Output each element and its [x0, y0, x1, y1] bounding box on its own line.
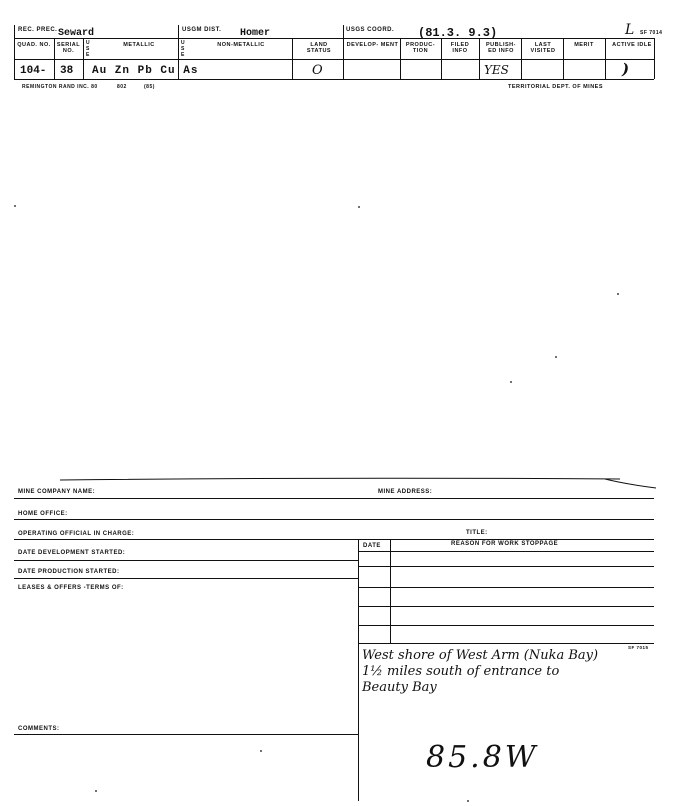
footer-code-2: (85)	[144, 84, 155, 90]
header-use-code-2: U S E	[181, 40, 186, 58]
mine-company-name-label: MINE COMPANY NAME:	[18, 489, 96, 495]
note-line-3: Beauty Bay	[362, 680, 437, 695]
reason-column-header: REASON FOR WORK STOPPAGE	[451, 541, 559, 547]
note-line-1: West shore of West Arm (Nuka Bay)	[362, 648, 599, 663]
header-metallic: METALLIC	[123, 42, 155, 48]
handwritten-location-note	[362, 648, 662, 696]
footer-code: 802	[117, 84, 127, 90]
footer-right: TERRITORIAL DEPT. OF MINES	[508, 84, 603, 90]
header-merit: MERIT	[574, 42, 594, 48]
handwritten-code: 85.8W	[426, 740, 539, 775]
date-development-label: DATE DEVELOPMENT STARTED:	[18, 550, 126, 556]
active-idle-value: )	[622, 60, 630, 78]
date-production-label: DATE PRODUCTION STARTED:	[18, 569, 120, 575]
date-column-header: DATE	[363, 543, 381, 549]
rec-prec-value: Seward	[58, 28, 95, 39]
serial-value: 38	[60, 65, 74, 77]
rec-prec-label: REC. PREC.	[18, 27, 58, 33]
operating-official-label: OPERATING OFFICIAL IN CHARGE:	[18, 531, 135, 537]
mine-address-label: MINE ADDRESS:	[378, 489, 433, 495]
card-edge	[0, 476, 678, 496]
title-label: TITLE:	[466, 530, 488, 536]
quad-value: 104-	[20, 65, 47, 77]
leases-offers-label: LEASES & OFFERS -TERMS OF:	[18, 585, 124, 591]
header-use-code: U S E	[86, 40, 91, 58]
corner-mark: L	[625, 22, 635, 38]
metallic-value: Au Zn Pb Cu As	[92, 65, 199, 77]
header-serial-no: SERIAL NO.	[56, 42, 81, 54]
header-active-idle: ACTIVE IDLE	[612, 42, 652, 48]
form-number-bottom: SF 7015	[628, 645, 649, 650]
comments-label: COMMENTS:	[18, 726, 60, 732]
header-filed-info: FILED INFO	[450, 42, 470, 54]
header-non-metallic: NON-METALLIC	[217, 42, 265, 48]
header-published-info: PUBLISH- ED INFO	[486, 42, 516, 54]
header-production: PRODUC- TION	[405, 42, 436, 54]
home-office-label: HOME OFFICE:	[18, 511, 68, 517]
header-last-visited: LAST VISITED	[530, 42, 556, 54]
published-info-value: YES	[484, 63, 509, 77]
header-quad-no: QUAD. NO.	[17, 42, 51, 48]
usgs-coord-label: USGS COORD.	[346, 27, 395, 33]
usgs-coord-value: (81.3. 9.3)	[418, 26, 498, 40]
land-status-value: O	[312, 63, 323, 78]
header-development: DEVELOP- MENT	[346, 42, 399, 48]
usgm-dist-label: USGM DIST.	[182, 27, 222, 33]
note-line-2: 1½ miles south of entrance to	[362, 664, 560, 679]
form-number-top: SF 7014	[640, 30, 663, 36]
header-land-status: LAND STATUS	[306, 42, 332, 54]
footer-left: REMINGTON RAND INC. 80	[22, 84, 98, 90]
usgm-dist-value: Homer	[240, 28, 271, 39]
